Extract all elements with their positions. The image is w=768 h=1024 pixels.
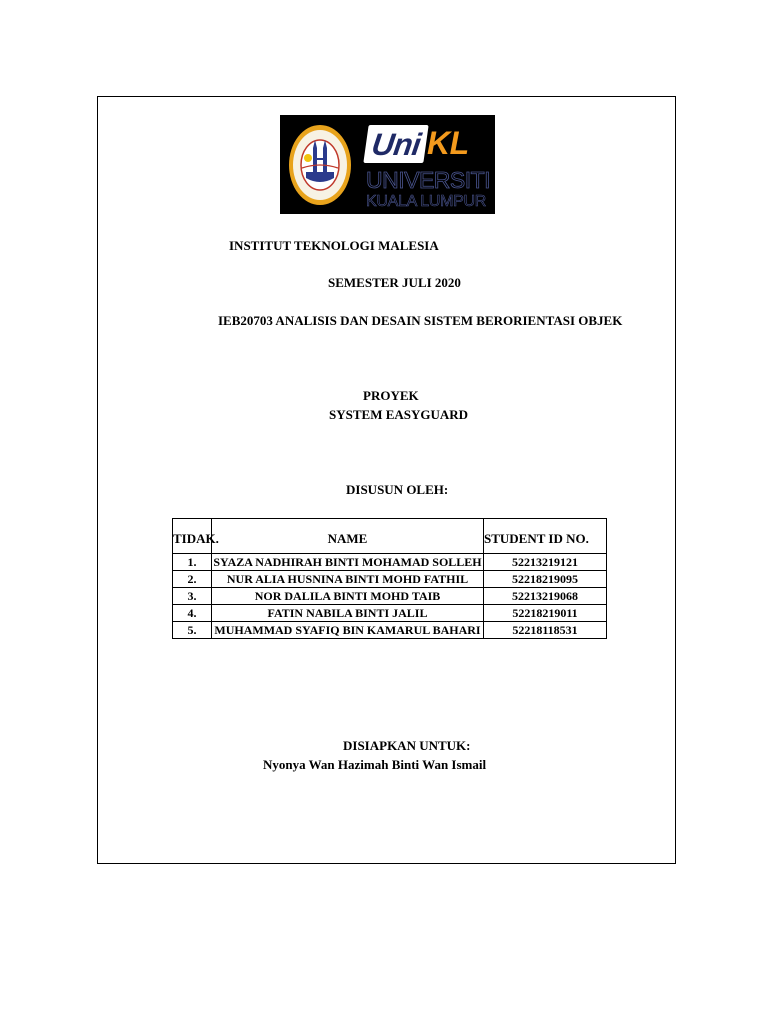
prepared-for-label: DISIAPKAN UNTUK: <box>343 738 471 753</box>
row-no: 2. <box>173 571 212 588</box>
logo-wordmark-line1: UNIVERSITI <box>366 167 491 193</box>
brand-kl-text: KL <box>427 125 469 161</box>
semester-title: SEMESTER JULI 2020 <box>328 275 461 290</box>
row-no: 1. <box>173 554 212 571</box>
row-no: 3. <box>173 588 212 605</box>
members-table <box>172 518 607 639</box>
header-name: NAME <box>212 519 484 554</box>
table-row <box>173 622 607 639</box>
row-no: 4. <box>173 605 212 622</box>
unikl-logo <box>280 115 495 214</box>
row-name: SYAZA NADHIRAH BINTI MOHAMAD SOLLEH <box>213 555 482 569</box>
table-row <box>173 571 607 588</box>
row-student-id: 52218118531 <box>484 622 607 639</box>
table-row <box>173 588 607 605</box>
institute-title: INSTITUT TEKNOLOGI MALESIA <box>229 238 439 253</box>
project-label: PROYEK <box>363 388 419 403</box>
row-student-id: 52218219011 <box>484 605 607 622</box>
lecturer-name: Nyonya Wan Hazimah Binti Wan Ismail <box>263 757 487 772</box>
header-no: TIDAK. <box>173 519 212 554</box>
row-student-id: 52213219121 <box>484 554 607 571</box>
brand-uni-box <box>363 125 429 163</box>
table-header-row <box>173 519 607 554</box>
row-student-id: 52213219068 <box>484 588 607 605</box>
header-student-id: STUDENT ID NO. <box>484 519 607 554</box>
compiled-by-label: DISUSUN OLEH: <box>346 482 449 497</box>
row-no: 5. <box>173 622 212 639</box>
logo-wordmark-line2: KUALA LUMPUR <box>366 193 486 210</box>
table-row <box>173 554 607 571</box>
row-name: FATIN NABILA BINTI JALIL <box>212 605 484 622</box>
project-title: SYSTEM EASYGUARD <box>329 407 469 422</box>
row-name: NUR ALIA HUSNINA BINTI MOHD FATHIL <box>212 571 484 588</box>
university-seal-icon <box>288 124 352 206</box>
row-name: MUHAMMAD SYAFIQ BIN KAMARUL BAHARI <box>212 622 484 639</box>
brand-uni-text: Uni <box>369 126 423 162</box>
table-row <box>173 605 607 622</box>
row-student-id: 52218219095 <box>484 571 607 588</box>
course-title: IEB20703 ANALISIS DAN DESAIN SISTEM BERORIENTASI OBJEK <box>218 313 623 328</box>
row-name: NOR DALILA BINTI MOHD TAIB <box>212 588 484 605</box>
